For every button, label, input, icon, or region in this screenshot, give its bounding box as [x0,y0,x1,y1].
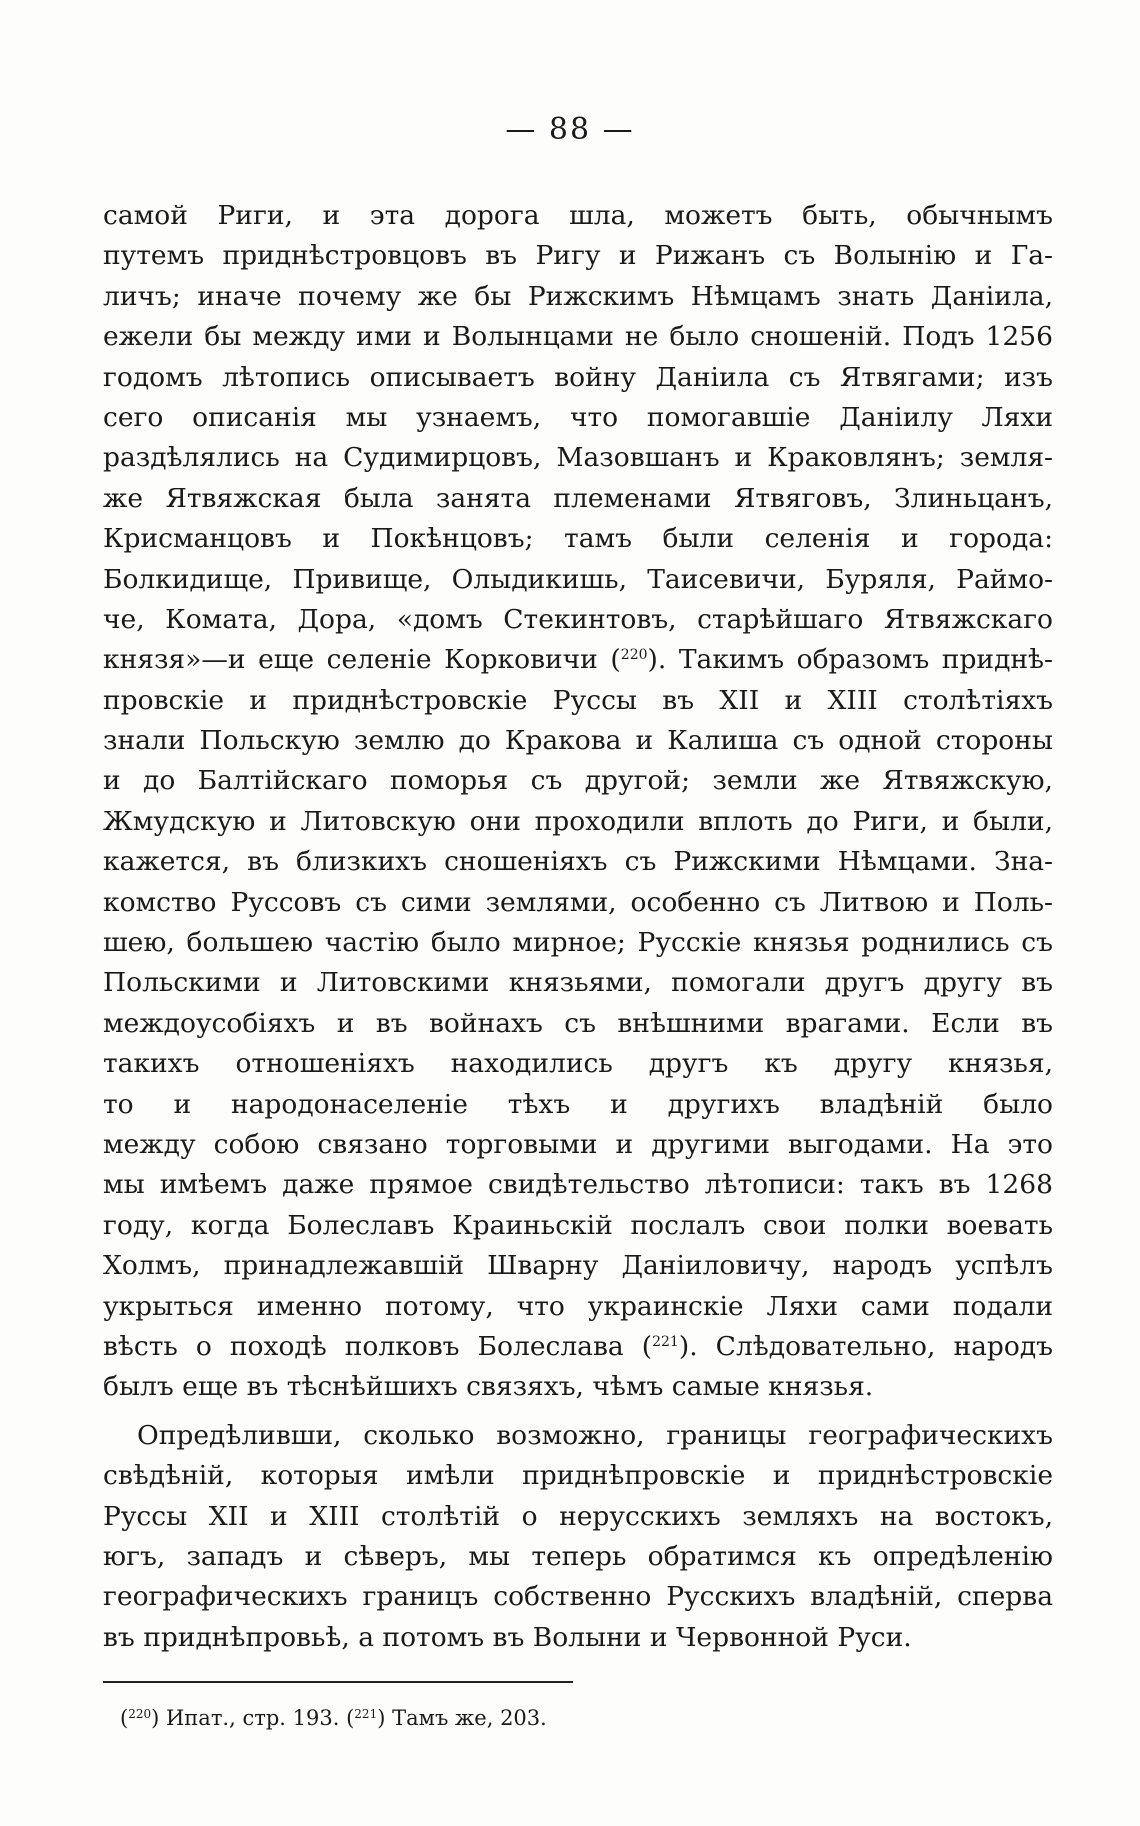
text-line: то и народонаселеніе тѣхъ и другихъ владѣній было [103,1088,1053,1120]
footnote-divider [103,1681,573,1683]
text-line: югъ, западъ и сѣверъ, мы теперь обратимся къ опредѣленію [103,1540,1053,1572]
footnote-number-220: 220 [128,1707,152,1721]
paragraph-1 [103,196,1053,1408]
line-text: князя»—и еще селеніе Корковичи [103,644,598,676]
text-line: Холмъ, принадлежавшій Шварну Даніиловичу, народъ успѣлъ [103,1250,1053,1282]
text-line: личъ; иначе почему же бы Рижскимъ Нѣмцамъ знать Даніила, [103,280,1053,312]
footnote-reference-221: 221 [652,1333,679,1350]
text-line: комство Руссовъ съ сими землями, особенно съ Литвою и Поль- [103,886,1053,918]
paragraph-2 [103,1416,1053,1658]
line-text: . Слѣдовательно, народъ [689,1330,1053,1362]
text-line: и до Балтійскаго поморья съ другой; земли же Ятвяжскую, [103,765,1053,797]
footnote-text-220: Ипат., стр. 193. [159,1706,340,1730]
text-line: Польскими и Литовскими князьями, помогали другъ другу въ [103,967,1053,999]
text-line: ежели бы между ими и Волынцами не было сношеній. Подъ 1256 [103,321,1053,353]
footnotes [120,1698,547,1738]
text-line: Опредѣливши, сколько возможно, границы географическихъ [137,1419,1053,1451]
text-line: путемъ приднѣстровцовъ въ Ригу и Рижанъ съ Волынію и Га- [103,240,1053,272]
text-line: Жмудскую и Литовскую они проходили вплоть до Риги, и были, [103,805,1053,837]
text-line: шею, большею частію было мирное; Русскіе князья роднились съ [103,927,1053,959]
footnote-number-221: 221 [354,1707,378,1721]
text-line: Руссы XII и XIII столѣтій о нерусскихъ земляхъ на востокъ, [103,1500,1053,1532]
text-line: сего описанія мы узнаемъ, что помогавшіе Даніилу Ляхи [103,401,1053,433]
text-line: провскіе и приднѣстровскіе Руссы въ XII и XIII столѣтіяхъ [103,684,1053,716]
body-text [103,196,1053,1658]
text-line: географическихъ границъ собственно Русскихъ владѣній, сперва [103,1581,1053,1613]
text-line: Болкидище, Привище, Олыдикишь, Таисевичи, Буряля, Раймо- [103,563,1053,595]
text-line: знали Польскую землю до Кракова и Калиша съ одной стороны [103,725,1053,757]
text-line: же Ятвяжская была занята племенами Ятвяговъ, Злиньцанъ, [103,482,1053,514]
line-text: . Такимъ образомъ приднѣ- [657,644,1053,676]
text-line: году, когда Болеславъ Краиньскій послалъ свои полки воевать [103,1209,1053,1241]
footnote-reference-220: 220 [620,647,648,664]
footnote-220: ($^{220}$) Ипат., стр. 193. [120,1706,340,1730]
text-line: че, Комата, Дора, «домъ Стекинтовъ, старѣйшаго Ятвяжскаго [103,603,1053,635]
text-line-with-reference: князя»—и еще селеніе Корковичи ($^{220}$). Такимъ образомъ приднѣ- [103,644,1053,676]
text-line: Крисманцовъ и Покѣнцовъ; тамъ были селенія и города: [103,523,1053,555]
line-text: вѣсть о походѣ полковъ Болеслава [103,1330,624,1362]
text-line: укрыться именно потому, что украинскіе Ляхи сами подали [103,1290,1053,1322]
text-line: раздѣлялись на Судимирцовъ, Мазовшанъ и Краковлянъ; земля- [103,442,1053,474]
text-line-with-reference: вѣсть о походѣ полковъ Болеслава ($^{221}$). Слѣдовательно, народъ [103,1330,1053,1362]
text-line: въ приднѣпровьѣ, а потомъ въ Волыни и Червонной Руси. [103,1621,912,1653]
text-line: былъ еще въ тѣснѣйшихъ связяхъ, чѣмъ самые князья. [103,1371,874,1403]
text-line: такихъ отношеніяхъ находились другъ къ другу князья, [103,1048,1053,1080]
paragraph-gap [103,1408,1053,1416]
text-line: между собою связано торговыми и другими выгодами. На это [103,1128,1053,1160]
page-number: — 88 — [505,112,635,147]
text-line: мы имѣемъ даже прямое свидѣтельство лѣтописи: такъ въ 1268 [103,1169,1053,1201]
text-line: междоусобіяхъ и въ войнахъ съ внѣшними врагами. Если въ [103,1007,1053,1039]
text-line: годомъ лѣтопись описываетъ войну Даніила съ Ятвягами; изъ [103,361,1053,393]
text-line: кажется, въ близкихъ сношеніяхъ съ Рижскими Нѣмцами. Зна- [103,846,1053,878]
text-line: свѣдѣній, которыя имѣли приднѣпровскіе и приднѣстровскіе [103,1460,1053,1492]
text-line: самой Риги, и эта дорога шла, можетъ быть, обычнымъ [103,200,1053,231]
footnote-221: ($^{221}$) Тамъ же, 203. [346,1706,547,1730]
footnote-text-221: Тамъ же, 203. [385,1706,547,1730]
